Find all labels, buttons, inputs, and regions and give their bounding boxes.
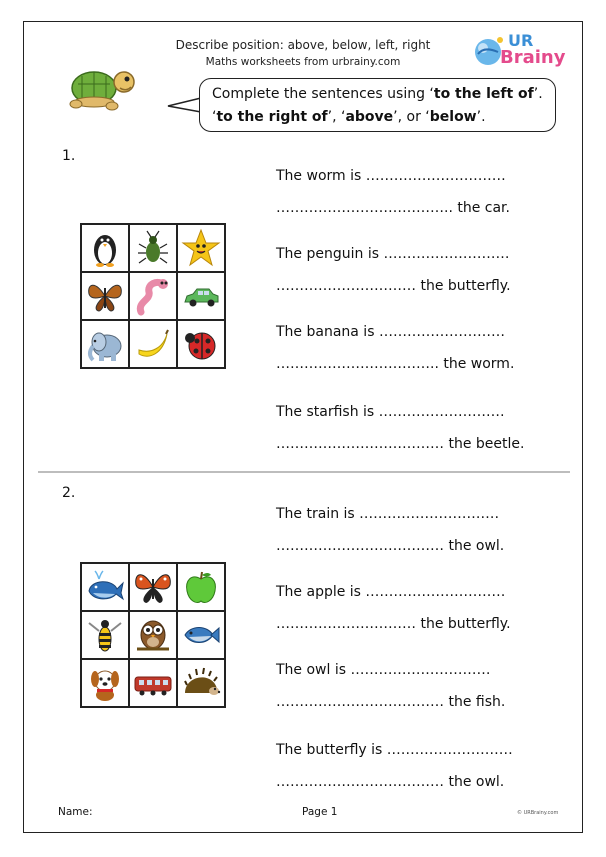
footer-name-label: Name: (58, 806, 93, 818)
q1-sentence-1-line-a: The worm is ………………………… (276, 168, 506, 184)
footer-page-number: Page 1 (302, 806, 338, 818)
grid-cell (81, 272, 129, 320)
car-icon (181, 276, 221, 316)
whale-icon (85, 567, 125, 607)
butterfly-icon (85, 276, 125, 316)
instruction-text: ’. (476, 109, 486, 125)
grid-cell (81, 563, 129, 611)
instruction-bubble (199, 78, 556, 132)
grid-cell (81, 320, 129, 368)
beetle-icon (133, 228, 173, 268)
q1-sentence-3-line-a: The banana is ……………………… (276, 324, 505, 340)
fish-icon (181, 615, 221, 655)
q1-sentence-4-line-b: ……………………………… the beetle. (276, 436, 525, 452)
ladybird-icon (181, 324, 221, 364)
q2-sentence-4-line-b: ……………………………… the owl. (276, 774, 505, 790)
q1-sentence-3-line-b: …………………………….. the worm. (276, 356, 515, 372)
instruction-term: to the right of (216, 109, 328, 125)
banana-icon (133, 324, 173, 364)
logo-text-brainy: Brainy (500, 47, 566, 68)
q2-sentence-1-line-b: ……………………………… the owl. (276, 538, 505, 554)
question-2-number: 2. (62, 485, 76, 501)
section-divider (38, 471, 570, 473)
q2-sentence-3-line-a: The owl is ………………………… (276, 662, 491, 678)
instruction-text: Complete the sentences using ‘ (212, 86, 434, 102)
butterfly-icon (133, 567, 173, 607)
penguin-icon (85, 228, 125, 268)
q2-sentence-4-line-a: The butterfly is ……………………… (276, 742, 513, 758)
picture-grid-1 (80, 223, 226, 369)
apple-icon (181, 567, 221, 607)
picture-grid-2 (80, 562, 226, 708)
grid-cell (129, 563, 177, 611)
instruction-text: ’, ‘ (327, 109, 346, 125)
q1-sentence-2-line-b: ………………………… the butterfly. (276, 278, 511, 294)
q2-sentence-3-line-b: ……………………………… the fish. (276, 694, 506, 710)
grid-cell (129, 224, 177, 272)
worksheet-subtitle: Maths worksheets from urbrainy.com (205, 56, 401, 68)
instruction-text: ’. ‘ (212, 86, 543, 125)
q1-sentence-4-line-a: The starfish is ……………………… (276, 404, 505, 420)
q1-sentence-1-line-b: ……………………………….. the car. (276, 200, 510, 216)
grid-cell (177, 224, 225, 272)
owl-icon (133, 615, 173, 655)
turtle-icon (64, 62, 146, 112)
grid-cell (177, 659, 225, 707)
footer-copyright: © URBrainy.com (517, 810, 559, 816)
q2-sentence-1-line-a: The train is ………………………… (276, 506, 500, 522)
instruction-text: ’, or ‘ (393, 109, 430, 125)
worksheet-title: Describe position: above, below, left, right (175, 38, 431, 52)
grid-cell (81, 659, 129, 707)
page-border (23, 21, 583, 833)
q1-sentence-2-line-a: The penguin is ……………………… (276, 246, 510, 262)
dog-icon (85, 663, 125, 703)
grid-cell (129, 611, 177, 659)
grid-cell (177, 611, 225, 659)
urbrainy-logo (470, 30, 570, 72)
instruction-term: above (345, 109, 394, 125)
grid-cell (177, 320, 225, 368)
grid-cell (177, 563, 225, 611)
elephant-icon (85, 324, 125, 364)
grid-cell (129, 320, 177, 368)
hedgehog-icon (181, 663, 221, 703)
train-icon (133, 663, 173, 703)
grid-cell (177, 272, 225, 320)
instruction-term: to the left of (433, 86, 534, 102)
grid-cell (129, 272, 177, 320)
q2-sentence-2-line-b: ………………………… the butterfly. (276, 616, 511, 632)
worm-icon (133, 276, 173, 316)
logo-text-ur: UR (508, 31, 534, 50)
grid-cell (81, 611, 129, 659)
grid-cell (129, 659, 177, 707)
wasp-icon (85, 615, 125, 655)
grid-cell (81, 224, 129, 272)
instruction-term: below (429, 109, 477, 125)
q2-sentence-2-line-a: The apple is ………………………… (276, 584, 506, 600)
question-1-number: 1. (62, 148, 76, 164)
starfish-icon (181, 228, 221, 268)
